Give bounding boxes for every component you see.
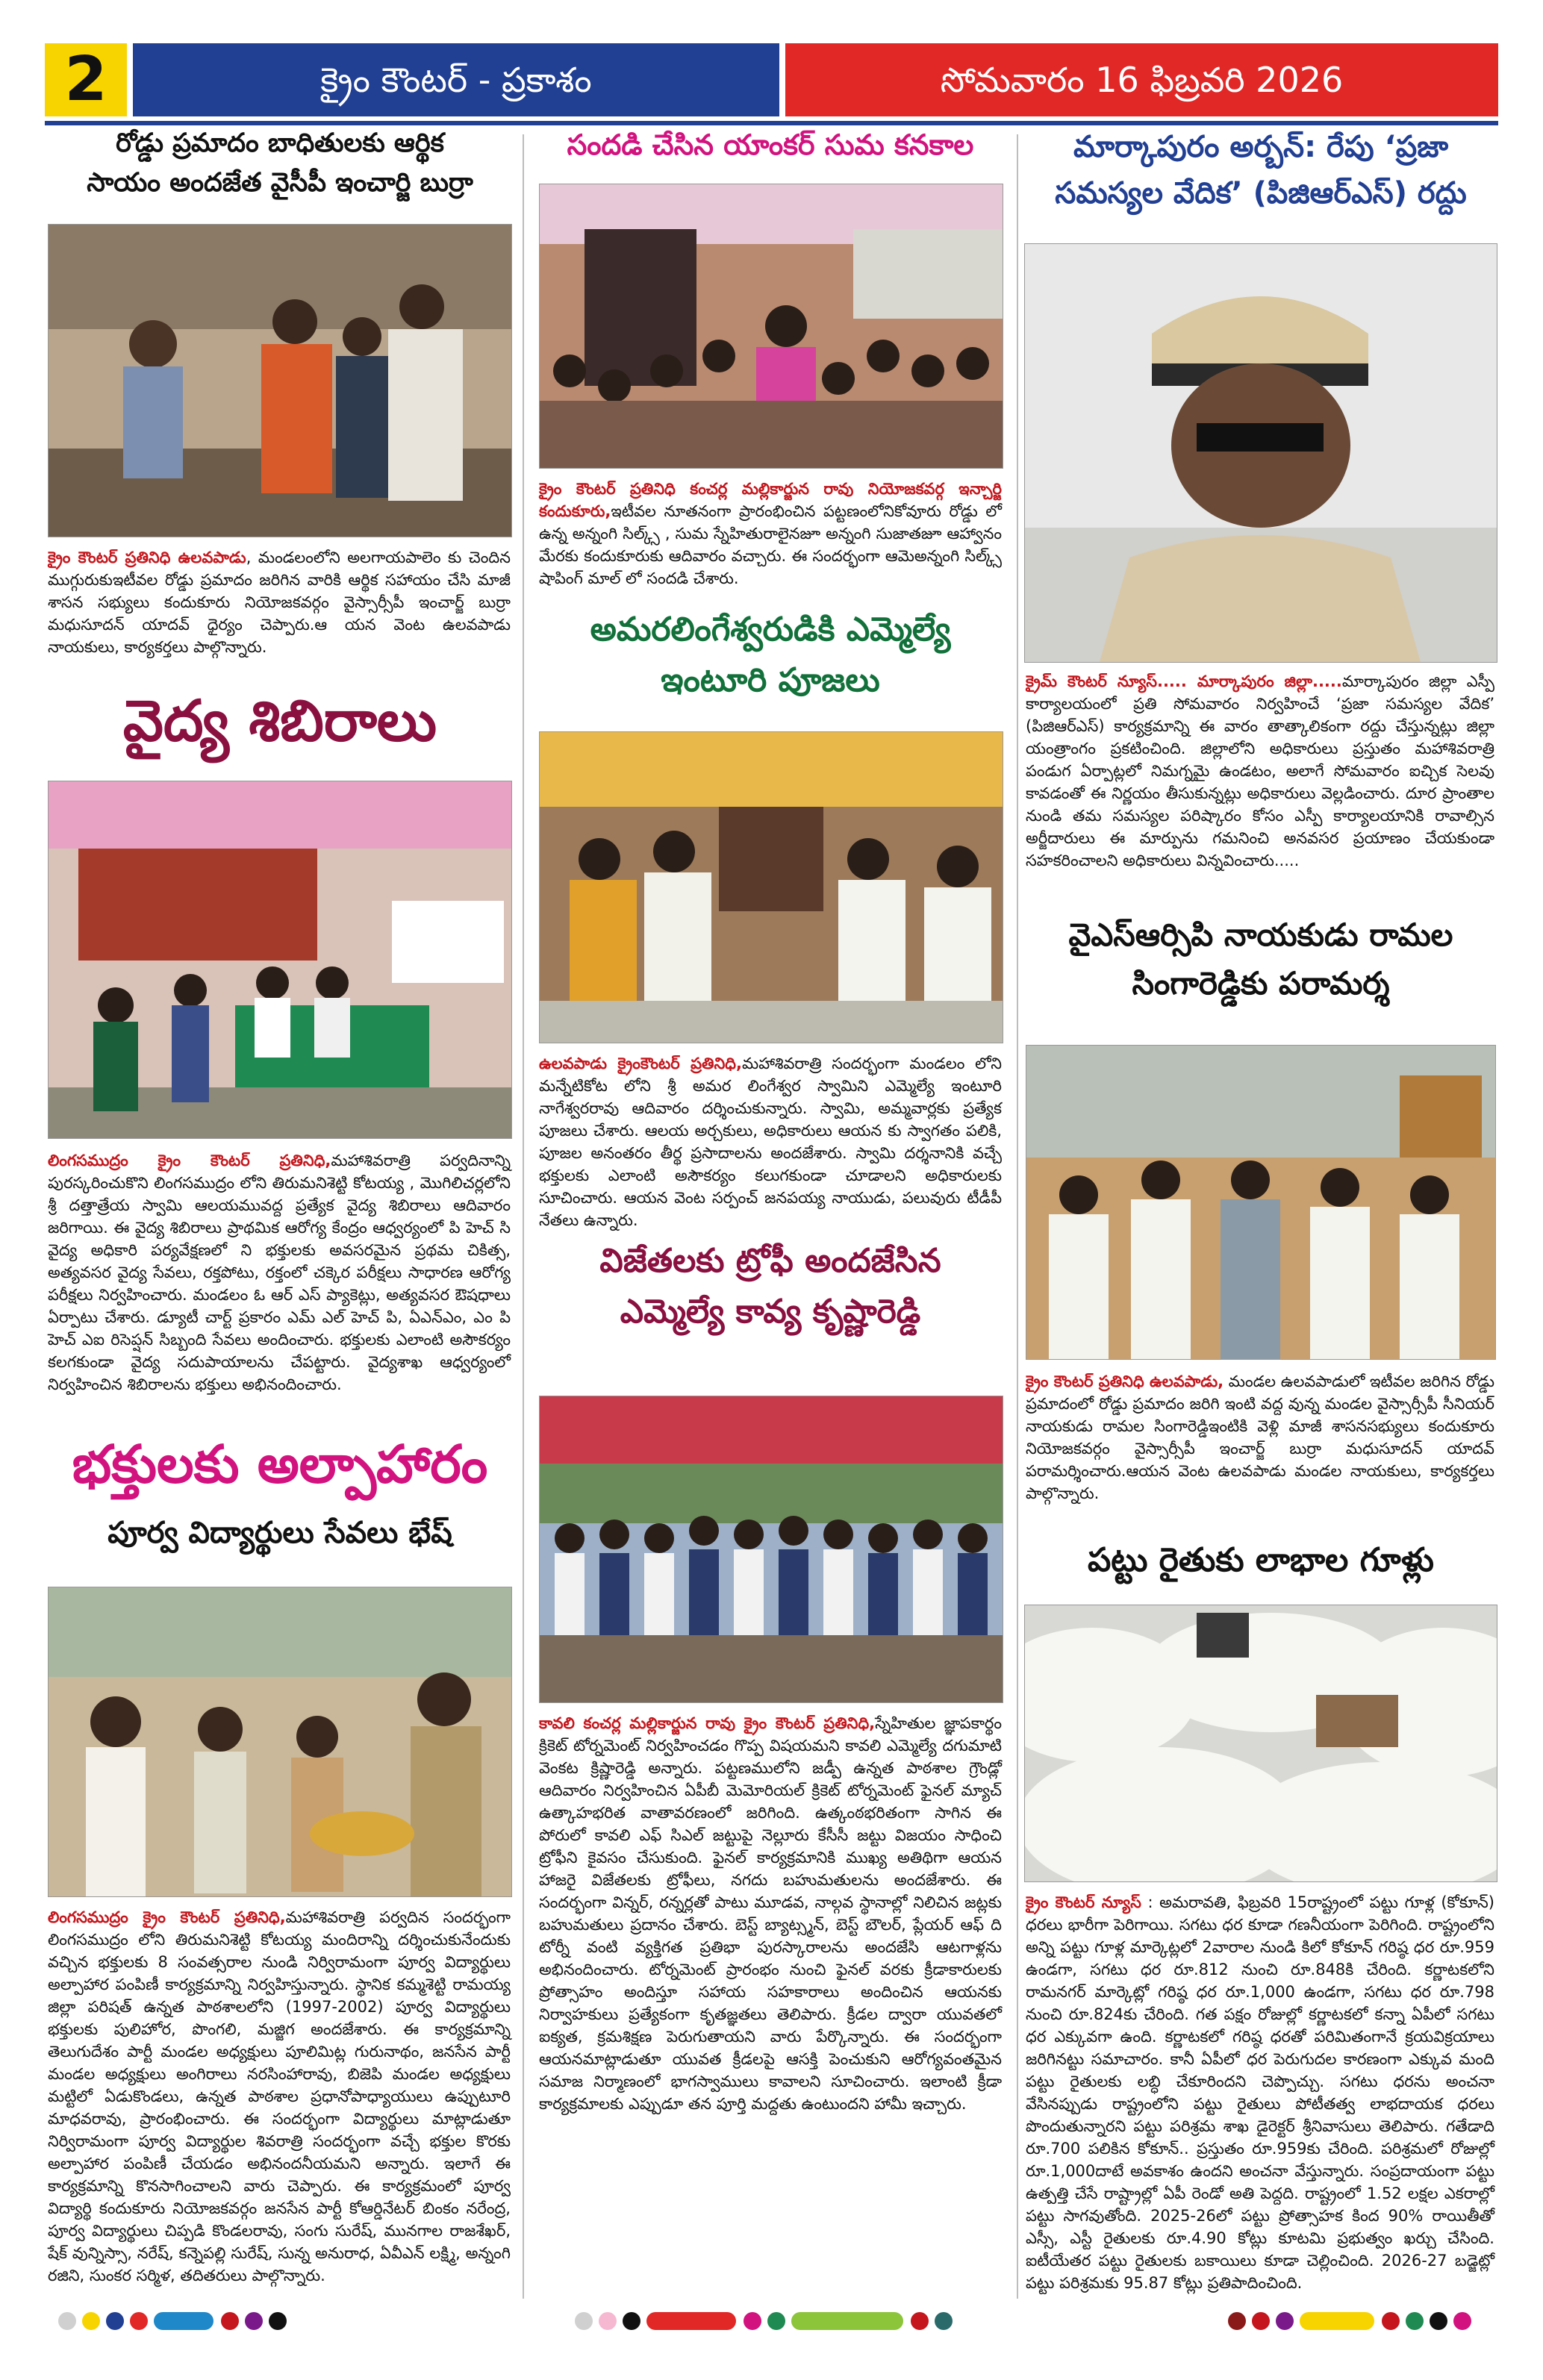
colour-mark [1276, 2312, 1294, 2330]
colour-mark [245, 2312, 263, 2330]
article-text: మహాశివరాత్రి పర్వదినాన్ని పురస్కరించుకొని లింగసముద్రం లోని తిరుమనిశెట్టి కోటయ్య , మొగిలిచర్లలోని శ్రీ దత్తాత్రేయ స్వామి ఆలయమువద్ద ప్రత్యేక వైద్య శిబిరాలు ఆదివారం జరిగాయి. ఈ వైద్య శిబిరాలు ప్రాథమిక ఆరోగ్య కేంద్రం ఆధ్వర్యంలో పి హెచ్ సి వైద్య అధికారి పర్యవేక్షణలో ని భక్తులకు అవసరమైన ప్రథమ చికిత్స, అత్యవసర వైద్య సేవలు, రక్తపోటు, రక్తంలో చక్కెర పరీక్షలు సాధారణ ఆరోగ్య పరీక్షలు నిర్వహించారు. మండలం ఓ ఆర్ ఎస్ ప్యాకెట్లు, అత్యవసర ఔషధాలు ఏర్పాటు చేశారు. డ్యూటీ చార్ట్ ప్రకారం ఎమ్ ఎల్ హెచ్ పి, ఏఎన్ఎం, ఎం పి హెచ్ ఎఐ రిసెప్షన్ సిబ్బంది సేవలు అందించారు. భక్తులకు ఎలాంటి అసౌకర్యం కలగకుండా వైద్య సదుపాయాలను చేపట్టారు. వైద్యశాఖ ఆధ్వర్యంలో నిర్వహించిన శిబిరాలను భక్తులు అభినందించారు. [48, 1152, 511, 1393]
colour-mark [154, 2312, 213, 2330]
colour-mark [911, 2312, 929, 2330]
footer-colour-marks [0, 2299, 1543, 2343]
col1-story3-body [48, 1906, 511, 2287]
colour-mark [1430, 2312, 1447, 2330]
col3-story2-headline [1026, 911, 1496, 1008]
colour-mark [58, 2312, 76, 2330]
col2-story1-headline: సందడి చేసిన యాంకర్ సుమ కనకాల [567, 128, 974, 161]
article-text: మార్కాపురం జిల్లా ఎస్పీ కార్యాలయంలో ప్రతి సోమవారం నిర్వహించే ‘ప్రజా సమస్యల వేదిక’ (పిజిఆర్ఎస్) కార్యక్రమాన్ని ఈ వారం తాత్కాలికంగా రద్దు చేస్తున్నట్లు జిల్లా యంత్రాంగం ప్రకటించింది. జిల్లాలోని అధికారులు ప్రస్తుతం మహాశివరాత్రి పండుగ ఏర్పాట్లలో నిమగ్నమై ఉండటం, అలాగే సోమవారం ఐచ్చిక సెలవు కావడంతో ఈ నిర్ణయం తీసుకున్నట్లు అధికారులు వెల్లడించారు. దూర ప్రాంతాల నుండి తమ సమస్యల పరిష్కారం కోసం ఎస్పీ కార్యాలయానికి రావాల్సిన అర్జీదారులు ఈ మార్పును గమనించి అనవసర ప్రయాణం చేయకుండా సహకరించాలని అధికారులు విన్నవించారు..... [1026, 672, 1494, 869]
colour-mark [935, 2312, 953, 2330]
medical-camp-photo-icon [48, 781, 512, 1139]
police-officer-portrait-icon [1024, 243, 1497, 663]
col3-story2-body [1026, 1370, 1494, 1505]
col1-story1-headline [45, 124, 515, 202]
breakfast-distribution-photo-icon [48, 1587, 512, 1897]
colour-mark [82, 2312, 100, 2330]
dateline: క్రైం కౌంటర్ ప్రతినిధి కంచర్ల మల్లికార్జున రావు నియోజకవర్గ ఇన్చార్జి కందుకూరు, [539, 480, 1002, 520]
col1-story1-body [48, 546, 511, 658]
colour-mark [744, 2312, 761, 2330]
headline-line: సాయం అందజేత వైసీపీ ఇంచార్జి బుర్రా [87, 167, 473, 198]
article-text: మహాశివరాత్రి పర్వదిన సందర్భంగా లింగసముద్రం లోని తిరుమనిశెట్టి కోటయ్య మందిరాన్ని దర్శించుకునేందుకు వచ్చిన భక్తులకు 8 సంవత్సరాల నుండి నిర్విరామంగా పూర్వ విద్యార్థులు అల్పాహార పంపిణీ కార్యక్రమాన్ని నిర్వహిస్తున్నారు. స్థానిక కమ్మశెట్టి రామయ్య జిల్లా పరిషత్ ఉన్నత పాఠశాలలోని (1997-2002) పూర్వ విద్యార్థులు భక్తులకు పులిహోర, పొంగలి, మజ్జిగ అందజేశారు. ఈ కార్యక్రమాన్ని తెలుగుదేశం పార్టీ మండల అధ్యక్షులు పూలిమిట్ల గురునాథం, జనసేన పార్టీ మండల అధ్యక్షులు అంగిరాలు నరసింహారావు, బిజెపి మండల అధ్యక్షులు మట్టిలో ఏడుకొండలు, ఉన్నత పాఠశాల ప్రధానోపాధ్యాయులు ఉప్పుటూరి మాధవరావు, ప్రారంభించారు. ఈ సందర్భంగా విద్యార్థులు మాట్లాడుతూ నిర్విరామంగా పూర్వ విద్యార్థుల శివరాత్రి సందర్భంగా వచ్చే భక్తుల కొరకు అల్పాహార పంపిణీ చేయడం అభినందనీయమని అన్నారు. ఇలాగే ఈ కార్యక్రమాన్ని కొనసాగించాలని వారు చెప్పారు. ఈ కార్యక్రమంలో పూర్వ విద్యార్థి కందుకూరు నియోజకవర్గం జనసేన పార్టీ కోఆర్డినేటర్ బింకం నరేంద్ర, పూర్వ విద్యార్థులు చిప్పడి కొండలరావు, సంగు సురేష్, మునగాల రాజశేఖర్, షేక్ వున్నిస్సా, నరేష్, కన్నెపల్లి సురేష్, సున్న అనురాధ, ఏవీఎన్ లక్ష్మి, అన్నంగి రజిని, సుంకర సర్మిళ, తదితరులు పాల్గొన్నారు. [48, 1908, 511, 2284]
col1-story2-headline: వైద్య శిబిరాలు [122, 687, 437, 754]
article-text: మహాశివరాత్రి సందర్భంగా మండలం లోని మన్నేటికోట లోని శ్రీ అమర లింగేశ్వర స్వామిని ఎమ్మెల్యే ఇంటూరి నాగేశ్వరరావు ఆదివారం దర్శించుకున్నారు. స్వామి, అమ్మవార్లకు ప్రత్యేక పూజలు చేశారు. ఆలయ అర్చకులు, అధికారులు ఆయన కు స్వాగతం పలికి, పూజల అనంతరం తీర్థ ప్రసాదాలను అందజేశారు. స్వామి దర్శనానికి వచ్చే భక్తులకు ఎలాంటి అసౌకర్యం కలుగకుండా చూడాలని అధికారులకు సూచించారు. ఆయన వెంట సర్పంచ్ జనపయ్య నాయుడు, పలువురు టీడీపీ నేతలు ఉన్నారు. [539, 1055, 1002, 1229]
colour-mark [221, 2312, 239, 2330]
headline-line: సింగారెడ్డికు పరామర్శ [1132, 965, 1390, 1002]
col2-story1-body [539, 478, 1002, 590]
colour-mark [1228, 2312, 1246, 2330]
colour-mark [791, 2312, 903, 2330]
colour-mark [623, 2312, 640, 2330]
colour-mark [599, 2312, 617, 2330]
dateline: లింగసముద్రం క్రైం కౌంటర్ ప్రతినిధి, [48, 1908, 286, 1926]
col2-story3-headline [532, 1236, 1009, 1337]
colour-mark [1406, 2312, 1424, 2330]
silk-cocoon-heap-photo-icon [1024, 1605, 1497, 1882]
colour-mark [1453, 2312, 1471, 2330]
headline-line: సమస్యల వేదిక’ (పిజిఆర్ఎస్) రద్దు [1055, 176, 1467, 210]
headline-line: అమరలింగేశ్వరుడికి ఎమ్మెల్యే [590, 610, 951, 649]
col3-story3-body [1026, 1891, 1494, 2294]
article-text: ఇటీవల నూతనంగా ప్రారంభించిన పట్టణంలోనికోవూరు రోడ్డు లో ఉన్న అన్నంగి సిల్క్స్ , సుమ స్నేహితురాలైనజూ అన్నంగి సుజాతజూ ఆహ్వానం మేరకు కందుకూరుకు ఆదివారం వచ్చారు. ఈ సందర్భంగా ఆమెఅన్నంగి సిల్క్స్ షాపింగ్ మాల్ లో సందడి చేశారు. [539, 502, 1002, 587]
colour-mark [646, 2312, 736, 2330]
colour-mark [1252, 2312, 1270, 2330]
article-text: : అమరావతి, ఫిబ్రవరి 15రాష్ట్రంలో పట్టు గూళ్ల (కోకూన్) ధరలు భారీగా పెరిగాయి. సగటు ధర కూడా గణనీయంగా పెరిగింది. రాష్ట్రంలోని అన్ని పట్టు గూళ్ల మార్కెట్లలో 2వారాల నుండి కిలో కోకూన్ గరిష్ఠ ధర రూ.959 ఉండగా, సగటు ధర రూ.812 నుంచి రూ.848కి చేరింది. కర్ణాటకలోని రామనగర్ మార్కెట్లో గరిష్ఠ ధర రూ.1,000 ఉండగా, సగటు ధర రూ.798 నుంచి రూ.824కు చేరింది. గత పక్షం రోజుల్లో కర్ణాటకలో కన్నా ఏపీలో సగటు ధర ఎక్కువగా ఉంది. కర్ణాటకలో గరిష్ఠ ధరతో పరిమితంగానే క్రయవిక్రయాలు జరిగినట్టు సమాచారం. కానీ ఏపీలో ధర పెరుగుదల కారణంగా ఎక్కువ మంది పట్టు రైతులకు లబ్ధి చేకూరిందని చెప్పొచ్చు. సగటు ధరను అంచనా వేసినప్పుడు రాష్ట్రంలోని పట్టు రైతులు పోటీతత్వ లాభదాయక ధరలు పొందుతున్నారని పట్టు పరిశ్రమ శాఖ డైరెక్టర్ శ్రీనివాసులు తెలిపారు. గతేడాది రూ.700 పలికిన కోకూన్.. ప్రస్తుతం రూ.959కు చేరింది. పరిశ్రమలో రోజుల్లో రూ.1,000దాటే అవకాశం ఉందని అంచనా వేస్తున్నారు. సంప్రదాయంగా పట్టు ఉత్పత్తి చేసే రాష్ట్రాల్లో ఏపీ రెండో అతి పెద్దది. రాష్ట్రంలో 1.52 లక్షల ఎకరాల్లో పట్టు సాగవుతోంది. 2025-26లో పట్టు ప్రోత్సాహక కింద 90% రాయితీతో ఎస్సీ, ఎస్టీ రైతులకు రూ.4.90 కోట్లు కూటమి ప్రభుత్వం ఖర్చు చేసింది. ఐటీయేతర పట్టు రైతులకు బకాయిలు కూడా చెల్లించింది. 2026-27 బడ్జెట్లో పట్టు పరిశ్రమకు 95.87 కోట్లు ప్రతిపాదించింది. [1026, 1893, 1494, 2292]
col3-story3-headline: పట్టు రైతుకు లాభాల గూళ్లు [1088, 1541, 1434, 1579]
dateline: క్రైం కౌంటర్ ప్రతినిధి ఉలవపాడు [48, 549, 246, 566]
colour-mark [575, 2312, 593, 2330]
col2-story2-body [539, 1052, 1002, 1231]
home-visit-photo-icon [1026, 1045, 1496, 1360]
col1-story3-subhead: పూర్వ విద్యార్థులు సేవలు భేష్ [107, 1516, 452, 1550]
headline-line: విజేతలకు ట్రోఫీ అందజేసిన [599, 1242, 941, 1280]
issue-date: సోమవారం 16 ఫిబ్రవరి 2026 [785, 43, 1498, 116]
colour-mark [130, 2312, 148, 2330]
dateline: క్రైం కౌంటర్ ప్రతినిధి ఉలవపాడు, [1026, 1372, 1224, 1390]
dateline: క్రైమ్ కౌంటర్ న్యూస్..... మార్కాపురం జిల్లా..... [1026, 672, 1342, 690]
dateline: లింగసముద్రం క్రైం కౌంటర్ ప్రతినిధి, [48, 1152, 331, 1169]
headline-line: ఇంటూరి పూజలు [661, 661, 880, 700]
temple-mla-visit-photo-icon [539, 731, 1003, 1043]
col3-story1-headline [1026, 124, 1496, 216]
article-text: , మండలంలోని అలగాయపాలెం కు చెందిన ముగ్గురుకుఇటీవల రోడ్డు ప్రమాదం జరిగిన వారికి ఆర్థిక సహాయం చేసి మాజీ శాసన సభ్యులు కందుకూరు నియోజకవర్గం వైస్సార్సీపీ ఇంచార్జ్ బుర్రా మధుసూదన్ యాదవ్ ధైర్యం చెప్పారు.ఆ యన వెంట ఉలవపాడు నాయకులు, కార్యకర్తలు పాల్గొన్నారు. [48, 549, 511, 656]
colour-mark [767, 2312, 785, 2330]
headline-line: రోడ్డు ప్రమాదం బాధితులకు ఆర్థిక [116, 128, 444, 158]
column-divider [1017, 134, 1018, 2299]
col2-story2-headline [532, 605, 1009, 706]
headline-line: వైఎస్ఆర్సిపి నాయకుడు రామల [1068, 916, 1453, 953]
page-number: 2 [45, 43, 127, 116]
anchor-suma-crowd-photo-icon [539, 184, 1003, 469]
col1-story2-body [48, 1149, 511, 1396]
colour-mark [106, 2312, 124, 2330]
dateline: కావలి కంచర్ల మల్లికార్జున రావు క్రైం కౌంటర్ ప్రతినిధి, [539, 1714, 876, 1732]
road-accident-aid-photo-icon [48, 224, 512, 537]
colour-mark [269, 2312, 287, 2330]
dateline: క్రైం కౌంటర్ న్యూస్ [1026, 1893, 1141, 1911]
col3-story1-body [1026, 670, 1494, 872]
colour-mark [1382, 2312, 1400, 2330]
col2-story3-body [539, 1712, 1002, 2115]
publication-name: క్రైం కౌంటర్ - ప్రకాశం [133, 43, 779, 116]
cricket-trophy-team-photo-icon [539, 1396, 1003, 1703]
article-text: మండల ఉలవపాడులో ఇటీవల జరిగిన రోడ్డు ప్రమాదంలో రోడ్డు ప్రమాదం జరిగి ఇంటి వద్ద వున్న మండల వైస్సార్సీపీ సీనియర్ నాయకుడు రామల సింగారెడ్డిఇంటికి వెళ్లి మాజీ శాసనసభ్యులు కందుకూరు నియోజకవర్గం వైస్సార్సీపీ ఇంచార్జ్ బుర్రా మధుసూదన్ యాదవ్ పరామర్శించారు.ఆయన వెంట ఉలవపాడు మండల నాయకులు, కార్యకర్తలు పాల్గొన్నారు. [1026, 1372, 1494, 1502]
article-text: స్నేహితుల జ్ఞాపకార్థం క్రికెట్ టోర్నమెంట్ నిర్వహించడం గొప్ప విషయమని కావలి ఎమ్మెల్యే దగుమాటి వెంకట క్రిష్ణారెడ్డి అన్నారు. పట్టణములోని జడ్పీ ఉన్నత పాఠశాల గ్రౌండ్లో ఆదివారం నిర్వహించిన ఏపీబీ మెమోరియల్ క్రికెట్ టోర్నమెంట్ ఫైనల్ మ్యాచ్ ఉత్కాహభరిత వాతావరణంలో జరిగింది. ఉత్కంఠభరితంగా సాగిన ఈ పోరులో కావలి ఎఫ్ సిఎల్ జట్టుపై నెల్లూరు కేసీసీ జట్టు విజయం సాధించి ట్రోఫీని కైవసం చేసుకుంది. ఫైనల్ కార్యక్రమానికి ముఖ్య అతిథిగా ఆయన హాజరై విజేతలకు ట్రోఫీలు, నగదు బహుమతులను అందజేశారు. ఈ సందర్భంగా విన్నర్, రన్నర్లతో పాటు మూడవ, నాల్గవ స్థానాల్లో నిలిచిన జట్లకు బహుమతులు ప్రదానం చేశారు. బెస్ట్ బ్యాట్స్మన్, బెస్ట్ బౌలర్, ప్లేయర్ ఆఫ్ ది టోర్నీ వంటి వ్యక్తిగత ప్రతిభా పురస్కారాలను అందజేసి ఆటగాళ్లను అభినందించారు. టోర్నమెంట్ ప్రారంభం నుంచి ఫైనల్ వరకు క్రీడాకారులకు ప్రోత్సాహం అందిస్తూ సహాయ సహకారాలు అందించిన ఆయనకు నిర్వాహకులు ప్రత్యేకంగా కృతజ్ఞతలు తెలిపారు. క్రీడల ద్వారా యువతలో ఐక్యత, క్రమశిక్షణ పెరుగుతాయని వారు పేర్కొన్నారు. ఈ సందర్భంగా ఆయనమాట్లాడుతూ యువత క్రీడలపై ఆసక్తి పెంచుకుని ఆరోగ్యవంతమైన సమాజ నిర్మాణంలో భాగస్వాములు కావాలని సూచించారు. ఇలాంటి క్రీడా కార్యక్రమాలకు ఎప్పుడూ తన పూర్తి మద్దతు ఉంటుందని హామీ ఇచ్చారు. [539, 1714, 1003, 2113]
colour-mark [1300, 2312, 1374, 2330]
headline-line: ఎమ్మెల్యే కావ్య కృష్ణారెడ్డి [620, 1293, 921, 1331]
col1-story3-headline: భక్తులకు అల్పాహారం [72, 1434, 488, 1495]
column-divider [523, 134, 524, 2299]
dateline: ఉలవపాడు క్రైంకౌంటర్ ప్రతినిధి, [539, 1055, 742, 1072]
headline-line: మార్కాపురం అర్బన్: రేపు ‘ప్రజా [1073, 130, 1449, 164]
